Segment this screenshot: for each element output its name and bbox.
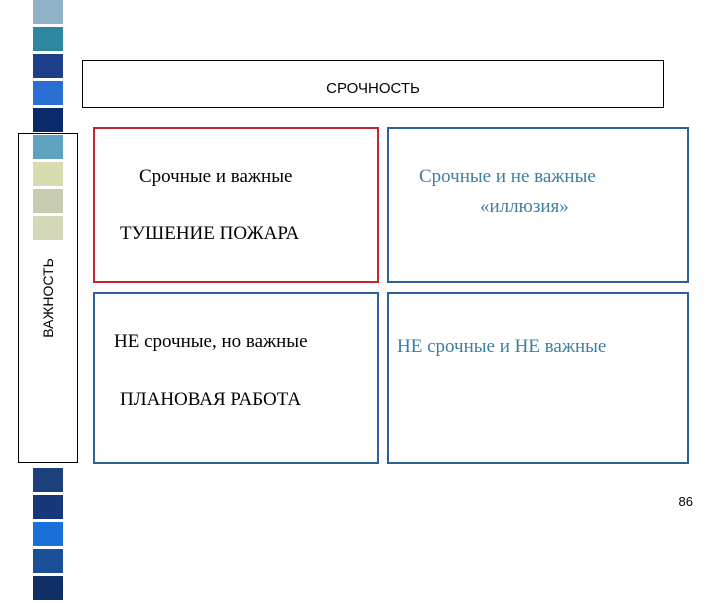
decor-square — [33, 108, 63, 132]
decor-square — [33, 27, 63, 51]
quadrant-not-urgent-not-important — [387, 292, 689, 464]
importance-axis-label: ВАЖНОСТЬ — [40, 258, 56, 338]
decor-square — [33, 522, 63, 546]
decorative-strip-bottom — [33, 468, 63, 603]
decor-square — [33, 495, 63, 519]
quadrant-2-title: Срочные и не важные — [419, 166, 596, 187]
quadrant-4-title: НЕ срочные и НЕ важные — [397, 336, 607, 357]
decor-square — [33, 576, 63, 600]
quadrant-1-title: Срочные и важные — [139, 166, 293, 187]
quadrant-3-title: НЕ срочные, но важные — [114, 331, 308, 352]
decor-square — [33, 549, 63, 573]
quadrant-3-subtitle: ПЛАНОВАЯ РАБОТА — [120, 389, 302, 410]
decor-square — [33, 54, 63, 78]
quadrant-urgent-important — [93, 127, 379, 283]
decor-square — [33, 468, 63, 492]
quadrant-1-subtitle: ТУШЕНИЕ ПОЖАРА — [120, 223, 300, 244]
page-number: 86 — [678, 494, 693, 509]
decor-square — [33, 81, 63, 105]
quadrant-not-urgent-important — [93, 292, 379, 464]
urgency-axis-label: СРОЧНОСТЬ — [326, 79, 420, 97]
urgency-axis-box — [82, 60, 664, 108]
quadrant-2-subtitle: «иллюзия» — [480, 196, 569, 217]
decor-square — [33, 0, 63, 24]
